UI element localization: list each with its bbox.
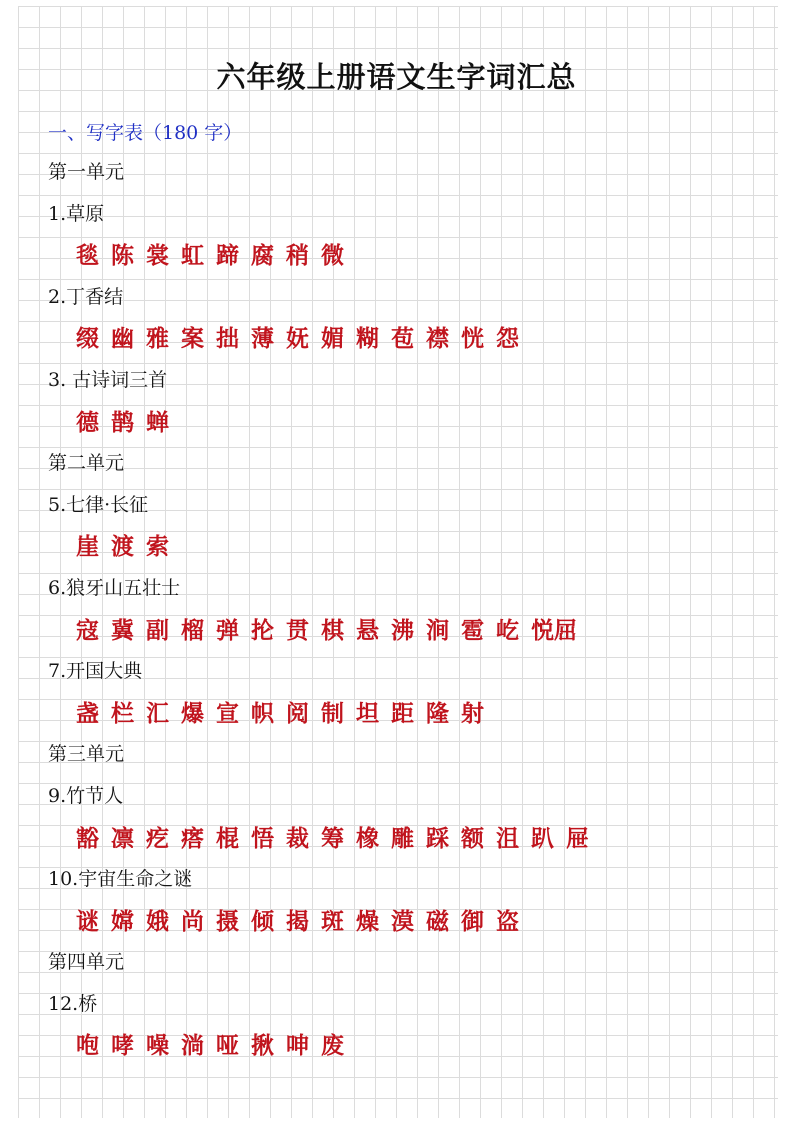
character: 趴	[531, 824, 554, 852]
character: 嫦	[111, 907, 134, 935]
character: 恍	[461, 325, 484, 353]
character: 尚	[181, 907, 204, 935]
character: 盗	[496, 907, 519, 935]
character: 裳	[146, 242, 169, 270]
character: 薄	[251, 325, 274, 353]
character: 宣	[216, 699, 239, 727]
character: 怨	[496, 325, 519, 353]
character: 哮	[111, 1032, 134, 1060]
character: 贯	[286, 616, 309, 644]
character: 索	[146, 533, 169, 561]
character: 缀	[76, 325, 99, 353]
character: 斑	[321, 907, 344, 935]
character: 漠	[391, 907, 414, 935]
character: 陈	[111, 242, 134, 270]
character: 榴	[181, 616, 204, 644]
character: 射	[461, 699, 484, 727]
character: 棍	[216, 824, 239, 852]
character: 坦	[356, 699, 379, 727]
character: 额	[461, 824, 484, 852]
character: 栏	[111, 699, 134, 727]
character: 抡	[251, 616, 274, 644]
character: 拙	[216, 325, 239, 353]
character: 燥	[356, 907, 379, 935]
character: 弹	[216, 616, 239, 644]
section-heading: 一、写字表（180 字）	[48, 122, 243, 144]
character: 制	[321, 699, 344, 727]
unit-heading: 第四单元	[48, 951, 125, 974]
character: 橡	[356, 824, 379, 852]
character: 屹	[496, 616, 519, 644]
character: 筹	[321, 824, 344, 852]
character: 裁	[286, 824, 309, 852]
character: 襟	[426, 325, 449, 353]
character: 呻	[286, 1032, 309, 1060]
character: 噪	[146, 1032, 169, 1060]
character: 沮	[496, 824, 519, 852]
character: 幽	[111, 325, 134, 353]
character: 瘩	[181, 824, 204, 852]
character: 御	[461, 907, 484, 935]
character: 腐	[251, 242, 274, 270]
character: 咆	[76, 1032, 99, 1060]
character: 鹊	[111, 408, 134, 436]
character: 屈	[554, 616, 577, 644]
lesson-title: 1.草原	[48, 202, 105, 225]
character: 冀	[111, 616, 134, 644]
character: 妩	[286, 325, 309, 353]
lesson-title: 7.开国大典	[48, 660, 143, 683]
character: 稍	[286, 242, 309, 270]
character: 凛	[111, 824, 134, 852]
character: 寇	[76, 616, 99, 644]
lesson-title: 3. 古诗词三首	[48, 368, 168, 391]
character: 豁	[76, 824, 99, 852]
character-row	[48, 901, 778, 943]
character-row	[48, 235, 778, 277]
character: 苞	[391, 325, 414, 353]
character: 距	[391, 699, 414, 727]
page-title: 六年级上册语文生字词汇总	[216, 60, 577, 94]
character: 涧	[426, 616, 449, 644]
character: 淌	[181, 1032, 204, 1060]
character: 悟	[251, 824, 274, 852]
character: 汇	[146, 699, 169, 727]
character-row	[48, 1025, 778, 1067]
lesson-title: 10.宇宙生命之谜	[48, 868, 193, 891]
lesson-title: 9.竹节人	[48, 784, 124, 807]
character-row	[48, 526, 778, 568]
character: 谜	[76, 907, 99, 935]
character: 崖	[76, 533, 99, 561]
character: 渡	[111, 533, 134, 561]
character: 雕	[391, 824, 414, 852]
character: 爆	[181, 699, 204, 727]
character: 悬	[356, 616, 379, 644]
character-row	[48, 818, 778, 860]
character: 踩	[426, 824, 449, 852]
character: 倾	[251, 907, 274, 935]
character: 废	[321, 1032, 344, 1060]
character-row	[48, 610, 778, 652]
character: 德	[76, 408, 99, 436]
character: 副	[146, 616, 169, 644]
character: 毯	[76, 242, 99, 270]
character: 沸	[391, 616, 414, 644]
unit-heading: 第一单元	[48, 161, 125, 183]
unit-heading: 第二单元	[48, 452, 125, 475]
character: 揭	[286, 907, 309, 935]
character-row	[48, 402, 778, 444]
character: 摄	[216, 907, 239, 935]
character: 隆	[426, 699, 449, 727]
character: 蹄	[216, 242, 239, 270]
character: 雅	[146, 325, 169, 353]
character: 疙	[146, 824, 169, 852]
character: 糊	[356, 325, 379, 353]
character: 娥	[146, 907, 169, 935]
character: 虹	[181, 242, 204, 270]
unit-heading: 第三单元	[48, 743, 125, 766]
character: 盏	[76, 699, 99, 727]
lesson-title: 2.丁香结	[48, 285, 124, 308]
character: 微	[321, 242, 344, 270]
character: 揪	[251, 1032, 274, 1060]
character: 棋	[321, 616, 344, 644]
character: 蝉	[146, 408, 169, 436]
character-row	[48, 318, 778, 360]
lesson-title: 6.狼牙山五壮士	[48, 576, 181, 599]
character: 案	[181, 325, 204, 353]
word-list	[48, 152, 778, 1067]
lesson-title: 5.七律·长征	[48, 493, 149, 516]
character: 帜	[251, 699, 274, 727]
character: 屉	[566, 824, 589, 852]
character: 雹	[461, 616, 484, 644]
character: 阅	[286, 699, 309, 727]
character: 媚	[321, 325, 344, 353]
character: 哑	[216, 1032, 239, 1060]
character: 悦	[531, 616, 554, 644]
lesson-title: 12.桥	[48, 992, 98, 1015]
character: 磁	[426, 907, 449, 935]
character-row	[48, 693, 778, 735]
